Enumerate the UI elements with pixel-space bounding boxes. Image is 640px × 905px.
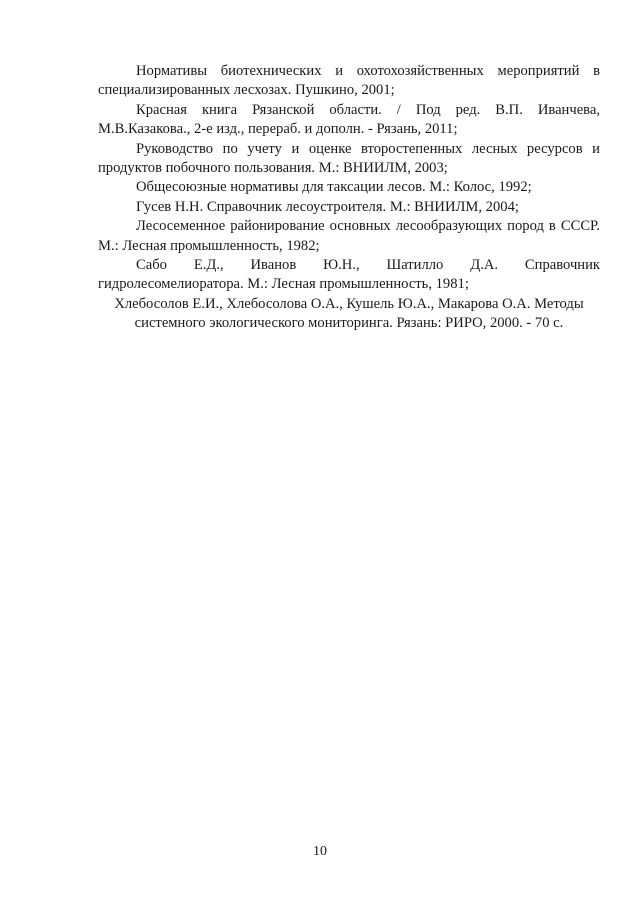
reference-item: Гусев Н.Н. Справочник лесоустроителя. М.: ВНИИЛМ, 2004; [136,198,519,215]
reference-item: Нормативы биотехнических и охотохозяйственных мероприятий в специализированных лесхозах. Пушкино, 2001; [98,63,600,99]
reference-item: Лесосеменное районирование основных лесообразующих пород в СССР. М.: Лесная промышленность, 1982; [98,218,600,254]
page-number: 10 [313,844,327,859]
reference-item: Сабо Е.Д., Иванов Ю.Н., Шатилло Д.А. Справочник гидролесомелиоратора. М.: Лесная промышленность, 1981; [98,257,600,293]
reference-item: Общесоюзные нормативы для таксации лесов. М.: Колос, 1992; [136,179,532,196]
reference-item: Хлебосолов Е.И., Хлебосолова О.А., Кушель Ю.А., Макарова О.А. Методы системного экологического мониторинга. Рязань: РИРО, 2000. - 70 с. [114,295,584,332]
reference-list [98,62,600,334]
reference-item: Руководство по учету и оценке второстепенных лесных ресурсов и продуктов побочного пользования. М.: ВНИИЛМ, 2003; [98,140,600,177]
reference-item: Красная книга Рязанской области. / Под ред. В.П. Иванчева, М.В.Казакова., 2-е изд., перераб. и дополн. - Рязань, 2011; [98,101,600,138]
